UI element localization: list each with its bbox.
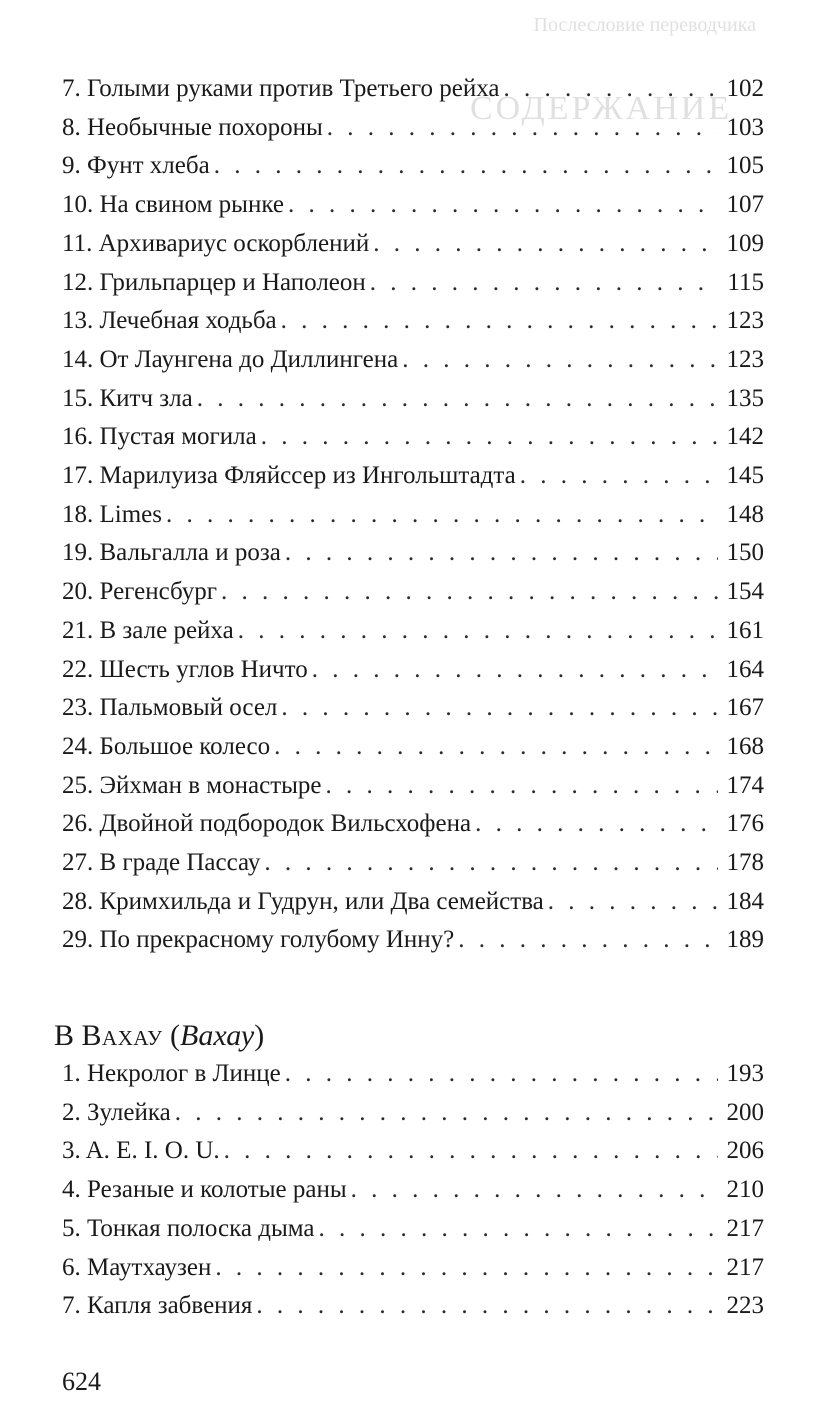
toc-entry bbox=[62, 147, 764, 185]
entry-page: 176 bbox=[726, 810, 764, 838]
entry-title: 9. Фунт хлеба bbox=[62, 152, 210, 180]
entry-page: 123 bbox=[726, 307, 764, 335]
entry-title: 11. Архивариус оскорблений bbox=[62, 229, 370, 257]
entry-page: 142 bbox=[726, 423, 764, 451]
section-paren-close: ) bbox=[254, 1019, 265, 1052]
entry-page: 148 bbox=[726, 500, 764, 528]
toc-entry bbox=[62, 1171, 764, 1209]
toc-entry bbox=[62, 1210, 764, 1248]
dot-leader bbox=[475, 805, 718, 843]
entry-page: 168 bbox=[726, 732, 764, 760]
dot-leader bbox=[175, 1094, 718, 1132]
entry-page: 103 bbox=[726, 113, 764, 141]
entry-title: 16. Пустая могила bbox=[62, 423, 257, 451]
toc-entry bbox=[62, 70, 764, 108]
entry-title: 19. Вальгалла и роза bbox=[62, 539, 281, 567]
entry-title: 27. В граде Пассау bbox=[62, 849, 261, 876]
toc-entry bbox=[62, 573, 764, 611]
toc-entry bbox=[62, 728, 764, 766]
toc-entry bbox=[62, 264, 764, 302]
entry-page: 123 bbox=[726, 345, 764, 373]
section-paren-open: ( bbox=[170, 1019, 181, 1052]
section-prefix: В bbox=[54, 1019, 75, 1052]
entry-page: 164 bbox=[726, 655, 764, 683]
entry-title: 2. Зулейка bbox=[62, 1098, 171, 1126]
dot-leader bbox=[221, 573, 718, 611]
dot-leader bbox=[373, 225, 718, 263]
entry-title: 21. В зале рейха bbox=[62, 616, 234, 644]
entry-title: 20. Регенсбург bbox=[62, 578, 217, 606]
dot-leader bbox=[288, 186, 718, 224]
entry-page: 105 bbox=[726, 152, 764, 180]
entry-title: 10. На свином рынке bbox=[62, 191, 284, 219]
entry-page: 154 bbox=[726, 578, 764, 606]
entry-title: 7. Голыми руками против Третьего рейха bbox=[62, 75, 500, 102]
toc-entry bbox=[62, 341, 764, 379]
dot-leader bbox=[224, 1132, 718, 1170]
dot-leader bbox=[312, 651, 718, 689]
toc-entry bbox=[62, 457, 764, 495]
entry-page: 102 bbox=[726, 75, 764, 102]
toc-entry bbox=[62, 380, 764, 418]
dot-leader bbox=[261, 418, 718, 456]
dot-leader bbox=[285, 1055, 718, 1093]
entry-title: 15. Китч зла bbox=[62, 384, 193, 412]
entry-title: 26. Двойной подбородок Вильсхофена bbox=[62, 810, 472, 838]
dot-leader bbox=[326, 767, 718, 805]
dot-leader bbox=[214, 147, 718, 185]
dot-leader bbox=[319, 1210, 718, 1248]
entry-page: 135 bbox=[726, 384, 764, 412]
toc-entry bbox=[62, 767, 764, 805]
dot-leader bbox=[520, 457, 718, 495]
entry-page: 174 bbox=[726, 771, 764, 799]
toc-entry bbox=[62, 689, 764, 727]
dot-leader bbox=[548, 883, 718, 921]
dot-leader bbox=[504, 70, 719, 108]
entry-title: 13. Лечебная ходьба bbox=[62, 307, 277, 335]
section-name: Вахау bbox=[81, 1019, 163, 1052]
entry-page: 217 bbox=[726, 1253, 764, 1281]
dot-leader bbox=[281, 689, 718, 727]
toc-entry bbox=[62, 1094, 764, 1132]
toc-entry bbox=[62, 844, 764, 882]
entry-title: 3. A. E. I. O. U. bbox=[62, 1137, 220, 1165]
toc-entry bbox=[62, 1249, 764, 1287]
toc-entry bbox=[62, 1287, 764, 1325]
toc-entry bbox=[62, 302, 764, 340]
entry-page: 167 bbox=[726, 694, 764, 722]
toc-entry bbox=[62, 109, 764, 147]
toc-entry bbox=[62, 1055, 764, 1093]
entry-page: 193 bbox=[726, 1060, 764, 1087]
entry-page: 107 bbox=[726, 191, 764, 219]
page-number: 624 bbox=[62, 1367, 101, 1396]
entry-page: 200 bbox=[726, 1098, 764, 1126]
entry-title: 8. Необычные похороны bbox=[62, 113, 323, 141]
toc-entry bbox=[62, 651, 764, 689]
toc-entry bbox=[62, 534, 764, 572]
dot-leader bbox=[327, 109, 718, 147]
toc-entry bbox=[62, 805, 764, 843]
dot-leader bbox=[351, 1171, 718, 1209]
section-heading bbox=[54, 1016, 264, 1056]
entry-title: 29. По прекрасному голубому Инну? bbox=[62, 926, 455, 954]
entry-page: 189 bbox=[726, 926, 764, 954]
dot-leader bbox=[238, 612, 718, 650]
dot-leader bbox=[285, 534, 718, 572]
entry-title: 7. Капля забвения bbox=[62, 1292, 253, 1320]
dot-leader bbox=[197, 380, 718, 418]
entry-title: 14. От Лаунгена до Диллингена bbox=[62, 345, 399, 373]
dot-leader bbox=[274, 728, 718, 766]
entry-page: 184 bbox=[726, 887, 764, 915]
dot-leader bbox=[264, 844, 718, 882]
entry-page: 145 bbox=[726, 462, 764, 489]
toc-entry bbox=[62, 921, 764, 959]
dot-leader bbox=[370, 264, 718, 302]
entry-title: 23. Пальмовый осел bbox=[62, 694, 278, 722]
entry-title: 6. Маутхаузен bbox=[62, 1253, 212, 1281]
entry-title: 22. Шесть углов Ничто bbox=[62, 655, 308, 683]
bleed-through-running-head: Послесловие переводчика bbox=[533, 14, 756, 36]
dot-leader bbox=[281, 302, 718, 340]
toc-entry bbox=[62, 418, 764, 456]
dot-leader bbox=[166, 496, 718, 534]
entry-title: 18. Limes bbox=[62, 500, 162, 528]
entry-page: 217 bbox=[726, 1214, 764, 1242]
entry-page: 161 bbox=[726, 616, 764, 644]
entry-title: 4. Резаные и колотые раны bbox=[62, 1176, 347, 1204]
dot-leader bbox=[402, 341, 718, 379]
entry-page: 109 bbox=[726, 229, 764, 257]
entry-title: 24. Большое колесо bbox=[62, 732, 271, 760]
dot-leader bbox=[458, 921, 718, 959]
entry-title: 25. Эйхман в монастыре bbox=[62, 771, 322, 799]
bleed-through-heading: СОДЕРЖАНИЕ bbox=[470, 90, 733, 127]
toc-entry bbox=[62, 225, 764, 263]
toc-entry bbox=[62, 496, 764, 534]
entry-title: 28. Кримхильда и Гудрун, или Два семейства bbox=[62, 887, 544, 915]
section-italic-name: Вахау bbox=[180, 1019, 255, 1052]
toc-entry bbox=[62, 883, 764, 921]
entry-page: 115 bbox=[727, 268, 764, 296]
dot-leader bbox=[215, 1249, 718, 1287]
toc-entry bbox=[62, 612, 764, 650]
entry-page: 223 bbox=[726, 1292, 764, 1320]
entry-title: 17. Марилуиза Фляйссер из Ингольштадта bbox=[62, 462, 516, 489]
entry-title: 12. Грильпарцер и Наполеон bbox=[62, 268, 366, 296]
entry-page: 206 bbox=[726, 1137, 764, 1165]
entry-page: 150 bbox=[726, 539, 764, 567]
entry-title: 5. Тонкая полоска дыма bbox=[62, 1214, 315, 1242]
toc-entry bbox=[62, 1132, 764, 1170]
toc-entry bbox=[62, 186, 764, 224]
entry-page: 210 bbox=[726, 1176, 764, 1204]
entry-title: 1. Некролог в Линце bbox=[62, 1060, 281, 1087]
dot-leader bbox=[256, 1287, 718, 1325]
entry-page: 178 bbox=[726, 849, 764, 876]
